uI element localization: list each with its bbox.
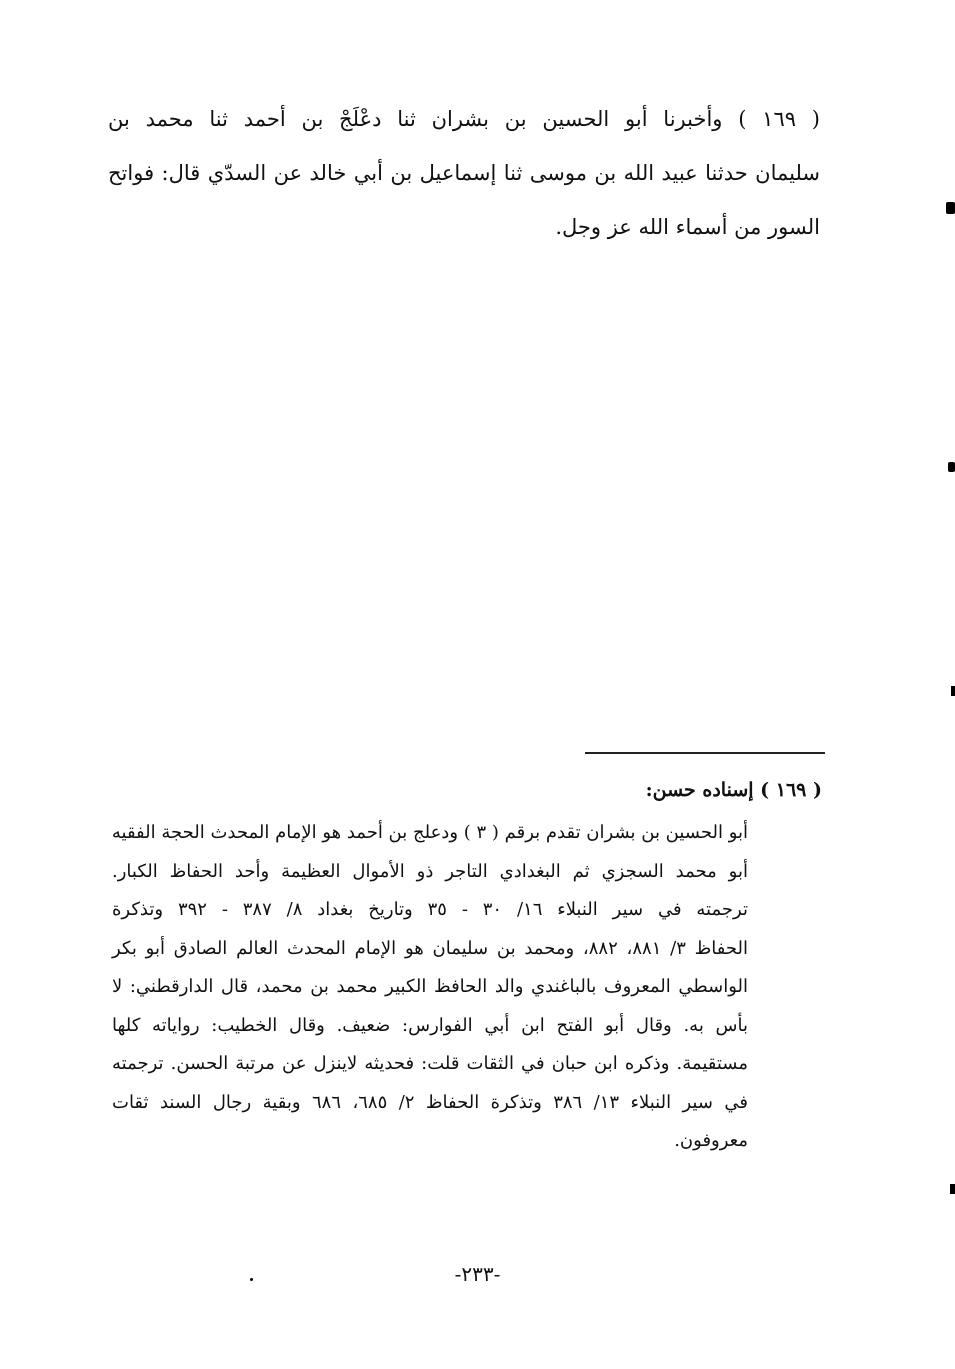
footnote-line: ترجمته في سير النبلاء ١٦/ ٣٠ - ٣٥ وتاريخ بغداد ٨/ ٣٨٧ - ٣٩٢ وتذكرة: [112, 899, 748, 920]
page-number: -٢٣٣-: [454, 1262, 501, 1286]
main-text-line: سليمان حدثنا عبيد الله بن موسى ثنا إسماعيل بن أبي خالد عن السدّي قال: فواتح: [108, 161, 820, 185]
scan-margin-mark: [951, 686, 955, 696]
footnote-line: بأس به. وقال أبو الفتح ابن أبي الفوارس: ضعيف. وقال الخطيب: رواياته كلها: [112, 1014, 748, 1036]
footnote-heading: ( ١٦٩ ) إسناده حسن:: [645, 779, 822, 801]
main-text-block: [108, 92, 820, 254]
footnote-line: أبو الحسين بن بشران تقدم برقم ( ٣ ) ودعلج بن أحمد هو الإمام المحدث الحجة الفقيه: [111, 822, 748, 843]
footnote-line: في سير النبلاء ١٣/ ٣٨٦ وتذكرة الحفاظ ٢/ ٦٨٥، ٦٨٦ وبقية رجال السند ثقات: [112, 1091, 748, 1113]
scan-margin-mark: [948, 462, 955, 472]
scan-speck: [250, 1278, 253, 1281]
main-text-line: ( ١٦٩ ) وأخبرنا أبو الحسين بن بشران ثنا دعْلَجْ بن أحمد ثنا محمد بن: [108, 107, 820, 131]
footnote-separator-rule: [585, 752, 825, 754]
footnote-line: معروفون.: [674, 1130, 748, 1151]
footnote-line: أبو محمد السجزي ثم البغدادي التاجر ذو الأموال العظيمة وأحد الحفاظ الكبار.: [112, 860, 748, 882]
footnote-text-block: [112, 814, 748, 1161]
scan-margin-mark: [950, 1184, 955, 1194]
main-text-line: السور من أسماء الله عز وجل.: [555, 215, 820, 239]
footnote-line: الواسطي المعروف بالباغندي والد الحافظ الكبير محمد بن محمد، قال الدارقطني: لا: [112, 976, 748, 997]
footnote-line: مستقيمة. وذكره ابن حبان في الثقات قلت: فحديثه لاينزل عن مرتبة الحسن. ترجمته: [112, 1053, 748, 1074]
scan-margin-mark: [946, 202, 955, 214]
footnote-line: الحفاظ ٣/ ٨٨١، ٨٨٢، ومحمد بن سليمان هو الإمام المحدث العالم الصادق أبو بكر: [112, 937, 749, 959]
